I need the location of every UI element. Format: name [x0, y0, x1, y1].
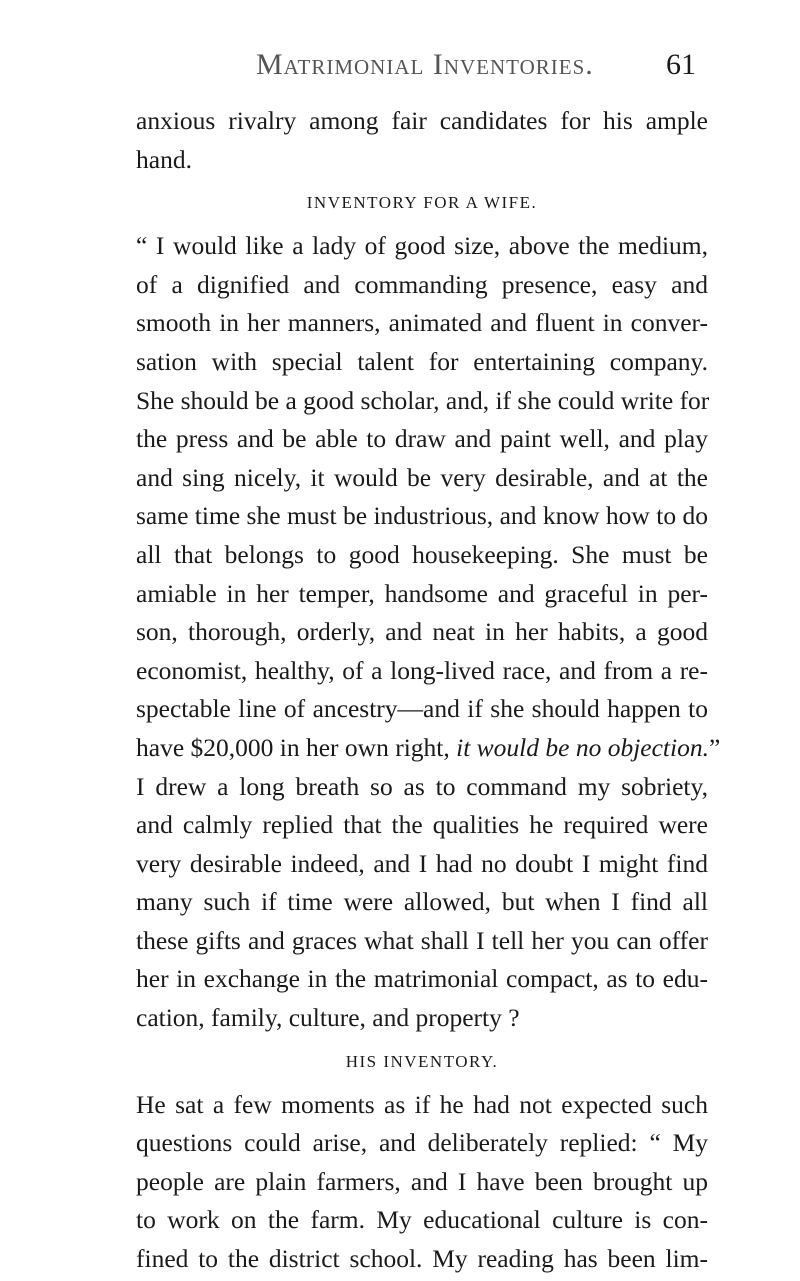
body-text — [136, 102, 721, 1279]
text-line: very desirable indeed, and I had no doubt I might find — [136, 848, 708, 878]
text-line: hand. — [136, 144, 192, 174]
text-line: many such if time were allowed, but when I find all — [136, 887, 708, 917]
text-line: all that belongs to good housekeeping. She must be — [136, 539, 708, 569]
section-heading-his: HIS INVENTORY. — [345, 1051, 499, 1071]
text-line: anxious rivalry among fair candidates for his ample — [136, 106, 708, 135]
text-line: her in exchange in the matrimonial compact, as to edu- — [136, 964, 708, 994]
text-line: these gifts and graces what shall I tell her you can offer — [136, 925, 708, 955]
text-line: questions could arise, and deliberately replied: “ My — [136, 1128, 708, 1158]
text-line: sation with special talent for entertaining company. — [136, 346, 708, 376]
text-line: same time she must be industrious, and know how to do — [136, 501, 708, 531]
text-segment: have $20,000 in her own right, — [136, 732, 457, 762]
page-number: 61 — [666, 48, 696, 81]
text-line: smooth in her manners, animated and fluent in conver- — [136, 308, 708, 338]
text-line: to work on the farm. My educational culture is con- — [136, 1205, 708, 1235]
text-line: fined to the district school. My reading has been lim- — [136, 1244, 708, 1274]
text-line: spectable line of ancestry—and if she should happen to — [136, 694, 708, 724]
text-line: and calmly replied that the qualities he required were — [136, 810, 708, 840]
text-line: and sing nicely, it would be very desirable, and at the — [136, 462, 708, 492]
text-segment: ” — [708, 732, 721, 762]
text-line: economist, healthy, of a long-lived race, and from a re- — [136, 655, 708, 685]
italic-segment: it would be no objection. — [456, 732, 709, 762]
running-title: Matrimonial Inventories. — [256, 48, 594, 81]
text-line: “ I would like a lady of good size, above the medium, — [136, 231, 708, 261]
text-line: people are plain farmers, and I have been brought up — [136, 1166, 708, 1196]
text-line: I drew a long breath so as to command my sobriety, — [136, 771, 708, 801]
text-line: amiable in her temper, handsome and graceful in per- — [136, 578, 708, 608]
text-line-italic — [136, 729, 721, 768]
text-line: He sat a few moments as if he had not expected such — [136, 1089, 708, 1119]
text-line: cation, family, culture, and property ? — [136, 1003, 520, 1033]
section-heading-wife: INVENTORY FOR A WIFE. — [306, 193, 538, 213]
text-line: the press and be able to draw and paint well, and play — [136, 424, 708, 454]
text-line: of a dignified and commanding presence, easy and — [136, 269, 708, 299]
text-line: She should be a good scholar, and, if she could write for — [136, 385, 710, 415]
text-line: son, thorough, orderly, and neat in her habits, a good — [136, 617, 708, 647]
running-head — [136, 48, 696, 88]
